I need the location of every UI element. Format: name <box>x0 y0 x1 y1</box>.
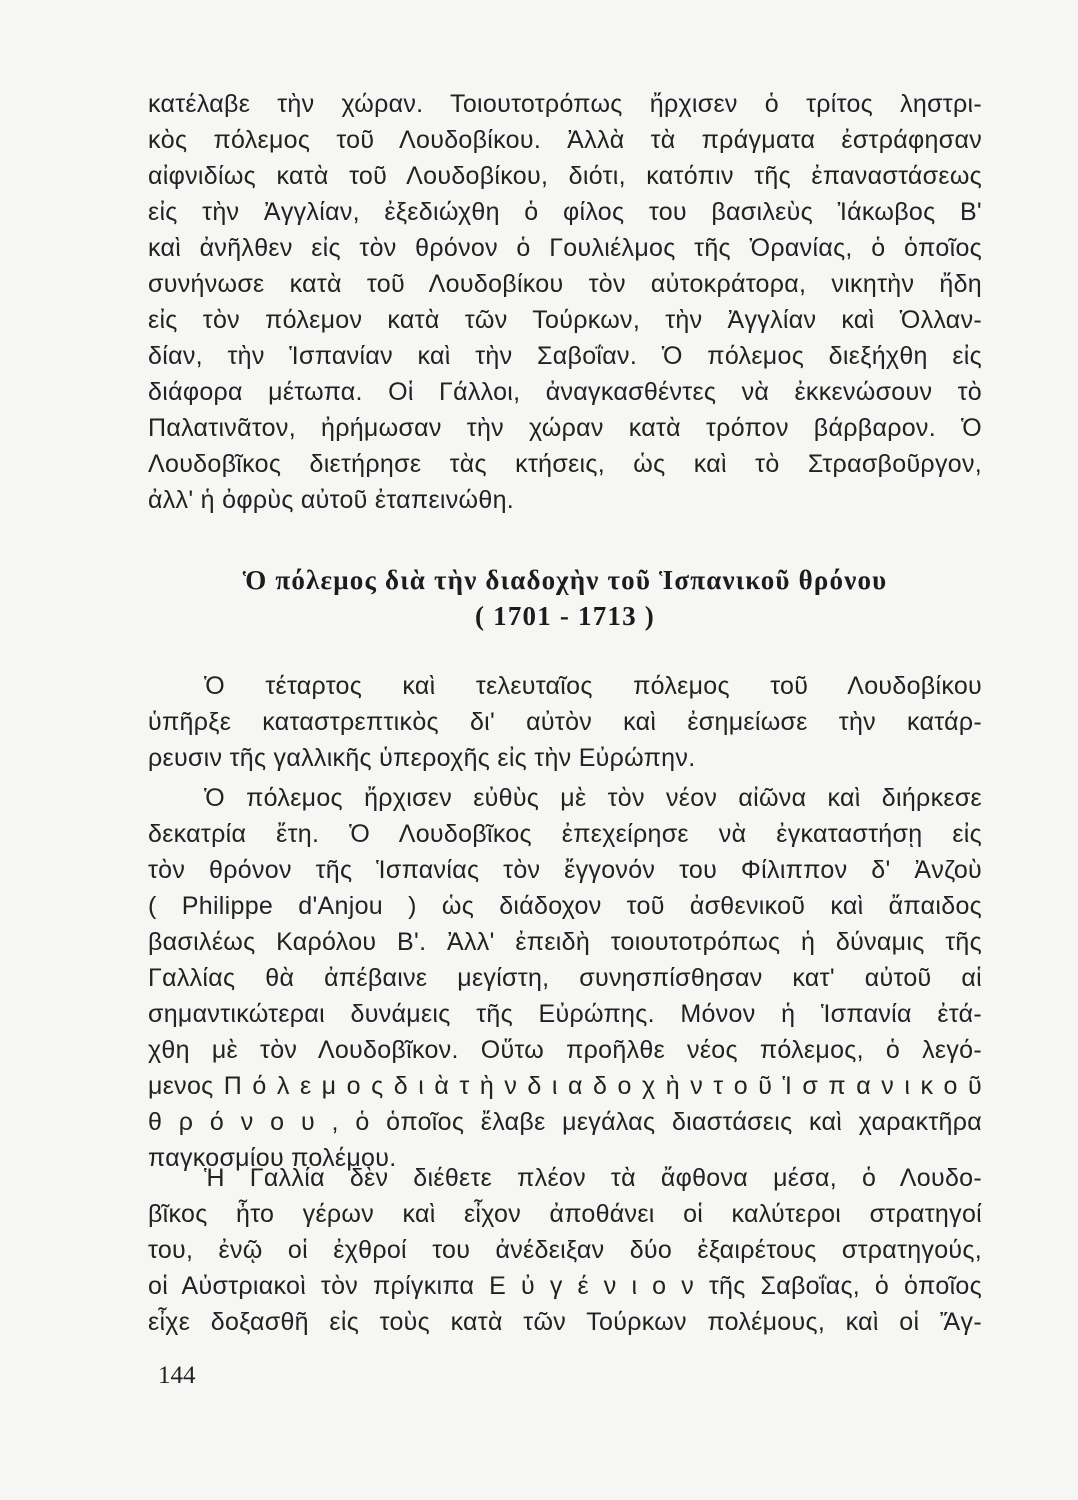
text-line: οἱ Αὐστριακοὶ τὸν πρίγκιπα Ε ὐ γ έ ν ι ο ν τῆς Σαβοΐας, ὁ ὁποῖος <box>148 1272 982 1300</box>
text-line: χθη μὲ τὸν Λουδοβῖκον. Οὕτω προῆλθε νέος πόλεμος, ὁ λεγό- <box>148 1036 982 1064</box>
text-line: Ἡ Γαλλία δὲν διέθετε πλέον τὰ ἄφθονα μέσα, ὁ Λουδο- <box>204 1164 982 1192</box>
text-line: κατέλαβε τὴν χώραν. Τοιουτοτρόπως ἤρχισεν ὁ τρίτος ληστρι- <box>148 90 982 118</box>
text-line: Ὁ πόλεμος ἤρχισεν εὐθὺς μὲ τὸν νέον αἰῶνα καὶ διήρκεσε <box>204 784 982 812</box>
section-years: ( 1701 - 1713 ) <box>475 601 655 631</box>
text-line: δεκατρία ἔτη. Ὁ Λουδοβῖκος ἐπεχείρησε νὰ ἐγκαταστήσῃ εἰς <box>148 820 982 848</box>
text-line: τὸν θρόνον τῆς Ἱσπανίας τὸν ἔγγονόν του Φίλιππον δ' Ἀνζοὺ <box>148 856 982 884</box>
text-line: σημαντικώτεραι δυνάμεις τῆς Εὐρώπης. Μόνον ἡ Ἱσπανία ἐτά- <box>148 1000 982 1028</box>
text-line: παγκοσμίου πολέμου. <box>148 1144 397 1172</box>
text-line: συνήνωσε κατὰ τοῦ Λουδοβίκου τὸν αὐτοκράτορα, νικητὴν ἤδη <box>148 270 982 298</box>
text-line: θ ρ ό ν ο υ , ὁ ὁποῖος ἔλαβε μεγάλας διαστάσεις καὶ χαρακτῆρα <box>148 1108 982 1136</box>
section-heading: Ὁ πόλεμος διὰ τὴν διαδοχὴν τοῦ Ἱσπανικοῦ θρόνου <box>242 565 888 595</box>
text-line: ἀλλ' ἡ ὀφρὺς αὐτοῦ ἐταπεινώθη. <box>148 486 515 514</box>
text-line: εἶχε δοξασθῆ εἰς τοὺς κατὰ τῶν Τούρκων πολέμους, καὶ οἱ Ἄγ- <box>148 1308 982 1336</box>
text-line: κὸς πόλεμος τοῦ Λουδοβίκου. Ἀλλὰ τὰ πράγματα ἐστράφησαν <box>148 126 982 154</box>
text-line: ( Philippe d'Anjou ) ὡς διάδοχον τοῦ ἀσθενικοῦ καὶ ἄπαιδος <box>148 892 982 920</box>
text-line: βασιλέως Καρόλου Β'. Ἀλλ' ἐπειδὴ τοιουτοτρόπως ἡ δύναμις τῆς <box>148 928 982 956</box>
text-line: βῖκος ἦτο γέρων καὶ εἶχον ἀποθάνει οἱ καλύτεροι στρατηγοί <box>148 1200 982 1228</box>
text-line: εἰς τὸν πόλεμον κατὰ τῶν Τούρκων, τὴν Ἀγγλίαν καὶ Ὁλλαν- <box>148 306 982 334</box>
text-line: Παλατινᾶτον, ἠρήμωσαν τὴν χώραν κατὰ τρόπον βάρβαρον. Ὁ <box>148 414 982 442</box>
text-line: αἰφνιδίως κατὰ τοῦ Λουδοβίκου, διότι, κατόπιν τῆς ἐπαναστάσεως <box>148 162 982 190</box>
text-line: ρευσιν τῆς γαλλικῆς ὑπεροχῆς εἰς τὴν Εὐρώπην. <box>148 744 696 772</box>
text-line: Γαλλίας θὰ ἀπέβαινε μεγίστη, συνησπίσθησαν κατ' αὐτοῦ αἱ <box>148 964 982 992</box>
text-line: δίαν, τὴν Ἱσπανίαν καὶ τὴν Σαβοΐαν. Ὁ πόλεμος διεξήχθη εἰς <box>148 342 982 370</box>
text-line: Ὁ τέταρτος καὶ τελευταῖος πόλεμος τοῦ Λουδοβίκου <box>204 672 982 700</box>
text-line: ὑπῆρξε καταστρεπτικὸς δι' αὐτὸν καὶ ἐσημείωσε τὴν κατάρ- <box>148 708 982 736</box>
page-number: 144 <box>158 1362 196 1389</box>
text-line: διάφορα μέτωπα. Οἱ Γάλλοι, ἀναγκασθέντες νὰ ἐκκενώσουν τὸ <box>148 378 982 406</box>
text-line: του, ἐνῷ οἱ ἐχθροί του ἀνέδειξαν δύο ἐξαιρέτους στρατηγούς, <box>148 1236 982 1264</box>
text-line: καὶ ἀνῆλθεν εἰς τὸν θρόνον ὁ Γουλιέλμος τῆς Ὀρανίας, ὁ ὁποῖος <box>148 234 982 262</box>
text-line: εἰς τὴν Ἀγγλίαν, ἐξεδιώχθη ὁ φίλος του βασιλεὺς Ἰάκωβος Β' <box>148 198 982 226</box>
text-line: μενος Π ό λ ε μ ο ς δ ι ὰ τ ὴ ν δ ι α δ ο χ ὴ ν τ ο ῦ Ἱ σ π α ν ι κ ο ῦ <box>148 1072 982 1100</box>
text-line: Λουδοβῖκος διετήρησε τὰς κτήσεις, ὡς καὶ τὸ Στρασβοῦργον, <box>148 450 982 478</box>
